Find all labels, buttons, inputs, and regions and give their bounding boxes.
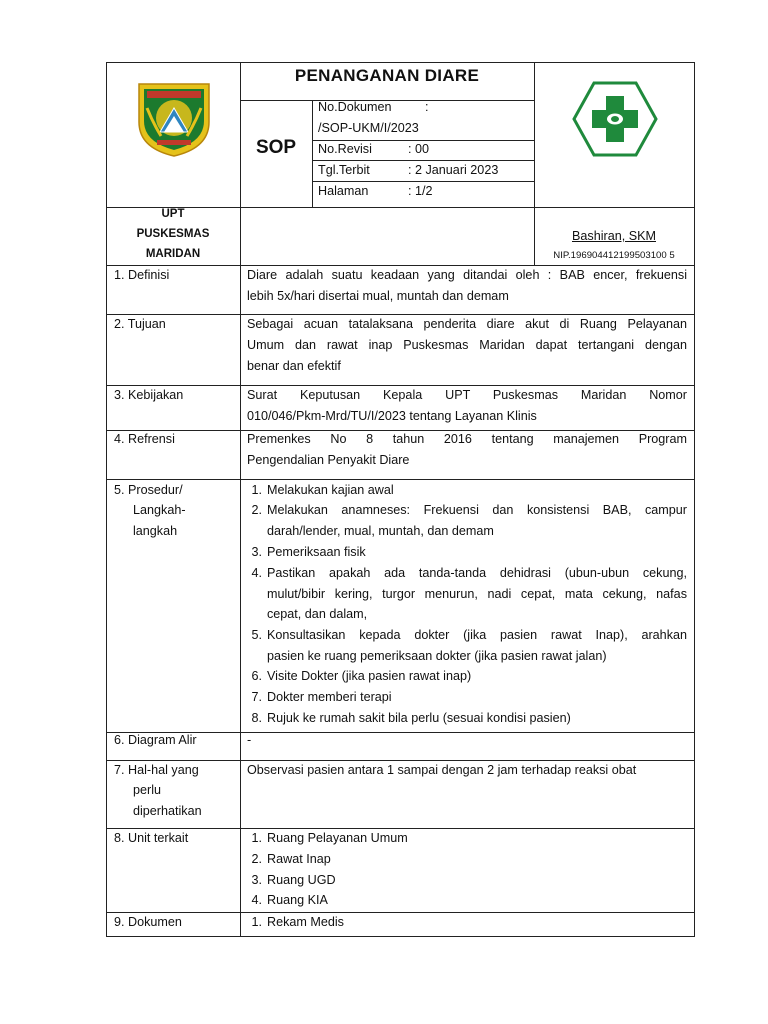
label-column-divider bbox=[240, 62, 241, 937]
section-label-dokumen: 9. Dokumen bbox=[114, 915, 182, 929]
refrensi-line: Pengendalian Penyakit Diare bbox=[247, 453, 410, 467]
section-label-prosedur: Langkah- bbox=[133, 503, 186, 517]
step-number: 1. bbox=[251, 483, 262, 497]
procedure-step: Rujuk ke rumah sakit bila perlu (sesuai kondisi pasien) bbox=[267, 711, 571, 725]
section-label-kebijakan: 3. Kebijakan bbox=[114, 388, 184, 402]
procedure-step: cepat, dan dalam, bbox=[267, 607, 368, 621]
procedure-step: Konsultasikan kepada dokter (jika pasien rawat Inap), arahkan bbox=[267, 628, 687, 642]
step-number: 8. bbox=[251, 711, 262, 725]
kebijakan-line: Surat Keputusan Kepala UPT Puskesmas Maridan Nomor bbox=[247, 388, 687, 402]
procedure-step: Melakukan kajian awal bbox=[267, 483, 394, 497]
section-label-perhatian: perlu bbox=[133, 783, 162, 797]
section-label-unit: 8. Unit terkait bbox=[114, 831, 189, 845]
unit-name-line-2: PUSKESMAS bbox=[136, 228, 210, 240]
unit-number: 1. bbox=[251, 831, 262, 845]
definisi-line: Diare adalah suatu keadaan yang ditandai oleh : BAB encer, frekuensi bbox=[247, 268, 687, 282]
section-label-refrensi: 4. Refrensi bbox=[114, 432, 175, 446]
section-label-diagram: 6. Diagram Alir bbox=[114, 733, 197, 747]
doc-number-value: /SOP-UKM/I/2023 bbox=[318, 121, 419, 135]
unit-number: 3. bbox=[251, 873, 262, 887]
unit-number: 2. bbox=[251, 852, 262, 866]
section-label-prosedur: langkah bbox=[133, 524, 178, 538]
regional-emblem-logo bbox=[133, 78, 215, 160]
table-border-top bbox=[106, 62, 695, 63]
step-number: 3. bbox=[251, 545, 262, 559]
unit-number: 4. bbox=[251, 893, 262, 907]
perhatian-line: Observasi pasien antara 1 sampai dengan 2 jam terhadap reaksi obat bbox=[247, 763, 637, 777]
procedure-step: mulut/bibir kering, turgor menurun, nadi cepat, mata cekung, nafas bbox=[267, 587, 687, 601]
table-border-right bbox=[694, 62, 695, 937]
section-label-perhatian: diperhatikan bbox=[133, 804, 202, 818]
signer-name: Bashiran, SKM bbox=[572, 229, 656, 243]
revision-label: No.Revisi bbox=[318, 142, 372, 156]
doc-number-label: No.Dokumen bbox=[318, 100, 392, 114]
page-value: : 1/2 bbox=[408, 184, 433, 198]
procedure-step: Visite Dokter (jika pasien rawat inap) bbox=[267, 669, 472, 683]
unit-item: Rawat Inap bbox=[267, 852, 331, 866]
table-border-bottom bbox=[106, 936, 695, 937]
sop-label: SOP bbox=[255, 137, 297, 158]
procedure-step: Melakukan anamneses: Frekuensi dan konsistensi BAB, campur bbox=[267, 503, 687, 517]
puskesmas-logo bbox=[572, 80, 658, 158]
step-number: 5. bbox=[251, 628, 262, 642]
tujuan-line: Sebagai acuan tatalaksana penderita diare akut di Ruang Pelayanan bbox=[247, 317, 687, 331]
definisi-line: lebih 5x/hari disertai mual, muntah dan demam bbox=[247, 289, 509, 303]
issued-value: : 2 Januari 2023 bbox=[408, 163, 499, 177]
step-number: 7. bbox=[251, 690, 262, 704]
procedure-step: Pemeriksaan fisik bbox=[267, 545, 366, 559]
row-divider bbox=[106, 912, 695, 913]
step-number: 4. bbox=[251, 566, 262, 580]
unit-item: Ruang UGD bbox=[267, 873, 336, 887]
document-title: PENANGANAN DIARE bbox=[294, 66, 480, 85]
unit-name-line-3: MARIDAN bbox=[145, 248, 201, 260]
procedure-step: Pastikan apakah ada tanda-tanda dehidrasi (ubun-ubun cekung, bbox=[267, 566, 687, 580]
step-number: 6. bbox=[251, 669, 262, 683]
unit-name-line-1: UPT bbox=[161, 208, 185, 220]
kebijakan-line: 010/046/Pkm-Mrd/TU/I/2023 tentang Layanan Klinis bbox=[247, 409, 537, 423]
doc-number-colon: : bbox=[425, 100, 429, 114]
section-label-perhatian: 7. Hal-hal yang bbox=[114, 763, 199, 777]
procedure-step: Dokter memberi terapi bbox=[267, 690, 392, 704]
dokumen-item: Rekam Medis bbox=[267, 915, 344, 929]
row-divider bbox=[106, 479, 695, 480]
sop-column-divider bbox=[312, 100, 313, 208]
refrensi-line: Premenkes No 8 tahun 2016 tentang manajemen Program bbox=[247, 432, 687, 446]
dokumen-number: 1. bbox=[251, 915, 262, 929]
procedure-step: darah/lender, mual, muntah, dan demam bbox=[267, 524, 494, 538]
section-label-definisi: 1. Definisi bbox=[114, 268, 170, 282]
diagram-value: - bbox=[247, 733, 252, 747]
procedure-step: pasien ke ruang pemeriksaan dokter (jika pasien rawat jalan) bbox=[267, 649, 607, 663]
unit-item: Ruang Pelayanan Umum bbox=[267, 831, 408, 845]
table-border-left bbox=[106, 62, 107, 937]
tujuan-line: Umum dan rawat inap Puskesmas Maridan dapat tertangani dengan bbox=[247, 338, 687, 352]
revision-value: : 00 bbox=[408, 142, 430, 156]
step-number: 2. bbox=[251, 503, 262, 517]
issued-label: Tgl.Terbit bbox=[318, 163, 370, 177]
unit-item: Ruang KIA bbox=[267, 893, 328, 907]
section-label-prosedur: 5. Prosedur/ bbox=[114, 483, 183, 497]
section-label-tujuan: 2. Tujuan bbox=[114, 317, 166, 331]
page-label: Halaman bbox=[318, 184, 369, 198]
signer-nip: NIP.196904412199503100 5 bbox=[553, 250, 675, 261]
tujuan-line: benar dan efektif bbox=[247, 359, 341, 373]
